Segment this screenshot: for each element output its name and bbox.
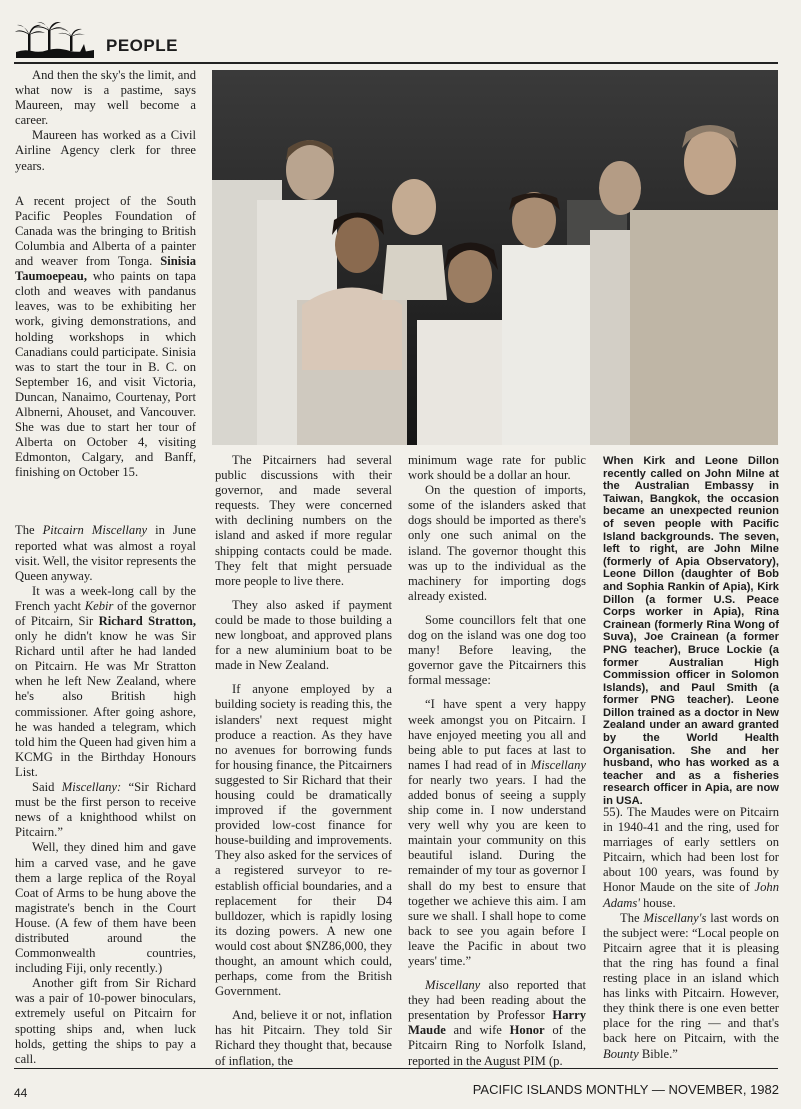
paragraph: 55). The Maudes were on Pitcairn in 1940-41 and the ring, used for marriages of early settlers on Pitcairn, which had been lost for about 100 years, was found by Honor Maude on the site of John Adams' house. xyxy=(603,805,779,910)
paragraph: Miscellany also reported that they had been reading about the presentation by Professor Harry Maude and wife Honor of the Pitcairn Ring to Norfolk Island, reported in the August PIM (p. xyxy=(408,978,586,1068)
paragraph: A recent project of the South Pacific Peoples Foundation of Canada was the bringing to British Columbia and Alberta of a painter and weaver from Tonga. Sinisia Taumoepeau, who paints on tapa cloth and weaves with pandanus leaves, was to be exhibiting her work, giving demonstrations, and holding workshops in which Canadians could participate. Sinisia was to start the tour in B. C. on September 16, and visit Victoria, Duncan, Nanaimo, Courtenay, Port Albnerni, Ahouset, and Vancouver. She was due to start her tour of Alberta on October 4, visiting Edmonton, Calgary, and Banff, finishing on October 15. xyxy=(15,193,196,480)
person-name: Richard Stratton, xyxy=(98,614,196,628)
paragraph: And, believe it or not, inflation has hit Pitcairn. They told Sir Richard they thought that, because of inflation, the xyxy=(215,1008,392,1068)
paragraph: minimum wage rate for public work should be a dollar an hour. xyxy=(408,453,586,483)
paragraph: The Miscellany's last words on the subject were: “Local people on Pitcairn agree that it is pleasing that the ring has found a final resting place in an island which has links with Pitcairn. However, they think there is one even better place for the ring — and that's back here on Pitcairn, with the Bounty Bible.” xyxy=(603,910,780,1061)
header-rule xyxy=(14,62,778,64)
group-photo xyxy=(212,70,778,445)
publication-footer: PACIFIC ISLANDS MONTHLY — NOVEMBER, 1982 xyxy=(472,1082,779,1097)
paragraph: Some councillors felt that one dog on the island was one dog too many! Before leaving, the governor gave the Pitcairners this formal message: xyxy=(408,612,586,688)
column-1 xyxy=(15,68,196,1067)
column-3 xyxy=(408,453,586,1069)
publication-name: Miscellany xyxy=(530,757,586,772)
column-4 xyxy=(603,805,779,1062)
person-name: Sinisia Taumoepeau, xyxy=(15,254,196,284)
person-name: Honor xyxy=(509,1023,545,1038)
paragraph: The Pitcairners had several public discussions with their governor, and made several requests. They were concerned with declining numbers on the island and asked if more regular shipping contacts could be made. They felt that might persuade more people to live there. xyxy=(215,453,392,588)
person-name: Harry Maude xyxy=(408,1008,586,1038)
paragraph: Maureen has worked as a Civil Airline Agency clerk for three years. xyxy=(15,128,196,173)
palm-trees-icon xyxy=(14,22,96,58)
paragraph: “I have spent a very happy week amongst you on Pitcairn. I have enjoyed meeting you all and being able to put faces at last to names I had read of in Miscellany for nearly two years. I had the added bonus of seeing a supply ship come in. I now understand very well why you are keen to maintain your community on this beautiful island. During the remainder of my tour as governor I shall do my best to ensure that together we achieve this aim. I am sure we shall. I shall hope to come back to see you again before I leave the Pacific in about two years' time.” xyxy=(408,697,586,968)
paragraph: And then the sky's the limit, and what now is a pastime, says Maureen, may well become a career. xyxy=(15,68,196,128)
paragraph: If anyone employed by a building society is reading this, the islanders' next request might produce a reaction. As they have no avenues for borrowing funds for housing finance, the Pitcairners suggested to Sir Richard that their housing could be dramatically improved if the government provided low-cost finance for house-building and improvements. They also asked for the services of a registered surveyor to re-establish official boundaries, and a replacement for their D4 bulldozer, which is rapidly losing its dozing powers. A new one would cost about $NZ86,000, they thought, an amount which could, perhaps, come from the British Government. xyxy=(215,682,392,999)
publication-name: Miscellany xyxy=(425,978,481,993)
paragraph: Well, they dined him and gave him a carved vase, and he gave them a large replica of the Royal Coat of Arms to be hung above the magistrate's bench in the Court House. (A few of them have been distributed around the Commonwealth countries, including Fiji, only recently.) xyxy=(15,840,196,976)
section-title: PEOPLE xyxy=(106,36,178,55)
paragraph: They also asked if payment could be made to those building a new longboat, and approved plans for a new aluminium boat to be made in New Zealand. xyxy=(215,597,392,673)
paragraph: It was a week-long call by the French yacht Kebir of the governor of Pitcairn, Sir Richard Stratton, only he didn't know he was Sir Richard until after he had landed on Pitcairn. He was Mr Stratton when he left New Zealand, where he's also British high commissioner. After going ashore, he was handed a telegram, which told him the Queen had given him a KCMG in the Birthday Honours List. xyxy=(15,583,196,779)
paragraph: Another gift from Sir Richard was a pair of 10-power binoculars, extremely useful on Pitcairn for spotting ships and, when luck holds, getting the ships to pay a call. xyxy=(15,976,196,1066)
publication-name: Pitcairn Miscellany xyxy=(42,523,148,538)
paragraph: Said Miscellany: “Sir Richard must be the first person to receive news of a knighthood whilst on Pitcairn.” xyxy=(15,780,197,840)
page-number: 44 xyxy=(14,1086,28,1100)
column-2 xyxy=(215,453,392,1069)
paragraph: The Pitcairn Miscellany in June reported what was almost a royal visit. Well, the visitor represents the Queen anyway. xyxy=(15,523,196,583)
footer-rule xyxy=(14,1068,778,1069)
paragraph: On the question of imports, some of the islanders asked that dogs should be imported as there's only one such animal on the island. The governor thought this was up to the individual as the machinery for importing dogs already existed. xyxy=(408,483,586,603)
page-header xyxy=(14,22,778,64)
photo-caption: When Kirk and Leone Dillon recently called on John Milne at the Australian Embassy in Taiwan, Bangkok, the occasion became an unexpected reunion of seven people with Pacific Island backgrounds. The seven, left to right, are John Milne (formerly of Apia Observatory), Leone Dillon (daughter of Bob and Sophia Rankin of Apia), Kirk Dillon (a former U.S. Peace Corps worker in Apia), Rina Crainean (formerly Rina Wong of Suva), Joe Crainean (a former PNG teacher), Bruce Lockie (a former Australian High Commission officer in Solomon Islands), and Paul Smith (a former PNG teacher). Leone Dillon trained as a doctor in New Zealand under an award granted by the World Health Organisation. She and her husband, who has worked as a teacher and as a fisheries research officer in Apia, are now in USA. xyxy=(603,455,779,808)
